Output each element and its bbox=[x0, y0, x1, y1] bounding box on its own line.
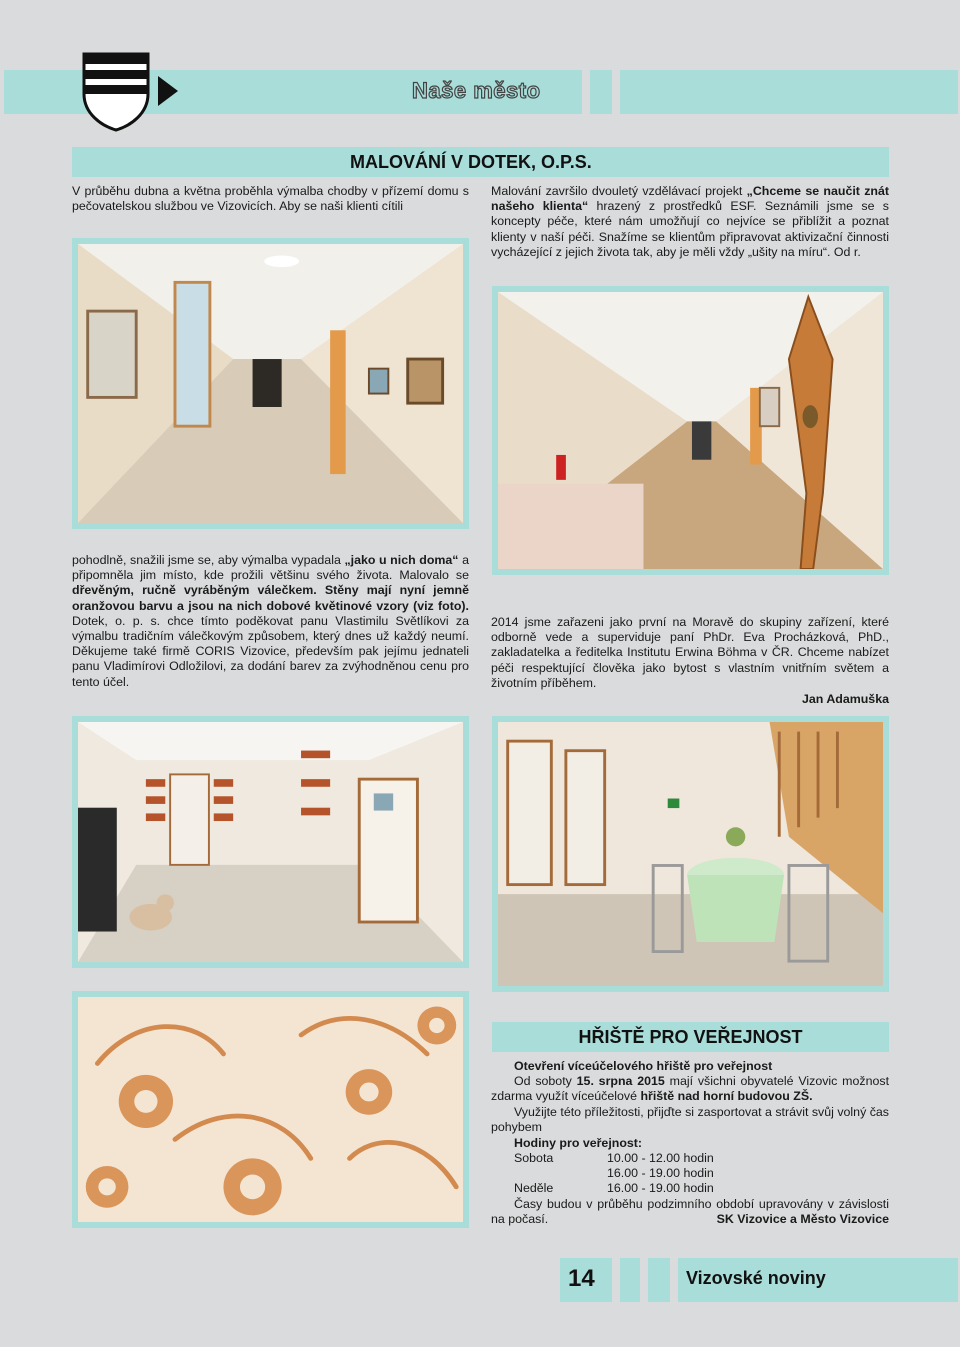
section-title: Naše město bbox=[412, 78, 541, 103]
hours-row: Sobota 10.00 - 12.00 hodin bbox=[514, 1151, 714, 1165]
photo-corridor-windows bbox=[72, 238, 469, 529]
article-author: Jan Adamuška bbox=[801, 692, 889, 706]
article-title: MALOVÁNÍ V DOTEK, O.P.S. bbox=[350, 152, 592, 172]
article2-subtitle: Otevření víceúčelového hřiště pro veřejnost bbox=[514, 1059, 773, 1073]
article2-paragraph-1: Od soboty 15. srpna 2015 mají všichni obyvatelé Vizovic možnost zdarma využít víceúčelové hřiště nad horní budovou ZŠ. bbox=[491, 1074, 890, 1104]
article-paragraph-2: Malování završilo dvouletý vzdělávací projekt „Chceme se naučit znát našeho klienta“ hrazený z prostředků ESF. Seznámili jsme se s koncepty péče, které nám umožňují co nejvíce se přiblížit a poznat klienty v naší péči. Snažíme se klientům připravovat aktivizační činnosti vycházející z jejich života tak, aby je měli vždy „ušity na míru“. Od r. bbox=[491, 184, 889, 259]
page-number: 14 bbox=[568, 1265, 595, 1292]
footer-stripe-1 bbox=[620, 1258, 640, 1302]
article2-signature: SK Vizovice a Město Vizovice bbox=[716, 1212, 889, 1226]
photo-hall-dog bbox=[72, 716, 469, 968]
hours-row: 16.00 - 19.00 hodin bbox=[607, 1166, 714, 1181]
photo-corridor-ornament bbox=[492, 286, 889, 575]
hours-table bbox=[514, 1151, 814, 1197]
article-paragraph-3: pohodlně, snažili jsme se, aby výmalba vypadala „jako u nich doma“ a připomněla jim místo, kde prožili většinu svého života. Malovalo se dřevěným, ručně vyráběným válečkem. Stěny mají nyní jemně oranžovou barvu a jsou na nich dobové květinové vzory (viz foto). Dotek, o. p. s. chce tímto poděkovat panu Vlastimilu Světlíkovi za výmalbu tradičním válečkovým způsobem, který dnes už každý neumí. Děkujeme také firmě CORIS Vizovice, především pak jejímu jednateli panu Vladimírovi Odložilovi, za dodání barev za zvýhodněnou cenu pro tento účel. bbox=[72, 553, 469, 689]
footer-stripe-2 bbox=[648, 1258, 670, 1302]
article-paragraph-4: 2014 jsme zařazeni jako první na Moravě do skupiny zařízení, které odborně vede a superviduje paní PhDr. Eva Procházková, PhD., zakladatelka a ředitelka Institutu Erwina Böhma v ČR. Chceme nabízet péči respektující člověka jako bytost s vlastním vnitřním světem a životním příběhem. bbox=[491, 615, 889, 690]
hours-label: Hodiny pro veřejnost: bbox=[514, 1136, 643, 1150]
publication-name: Vizovské noviny bbox=[686, 1268, 826, 1288]
hours-row: Neděle 16.00 - 19.00 hodin bbox=[514, 1181, 714, 1196]
photo-wall-pattern bbox=[72, 991, 469, 1228]
header-band-stripe-1 bbox=[590, 70, 612, 114]
article-paragraph-1: V průběhu dubna a května proběhla výmalba chodby v přízemí domu s pečovatelskou službou ve Vizovicích. Aby se naši klienti cítili bbox=[72, 184, 469, 214]
article2-closing: Časy budou v průběhu podzimního období upravovány v závislosti na počasí. bbox=[491, 1197, 889, 1227]
town-coat-of-arms bbox=[80, 50, 152, 132]
photo-table-chairs bbox=[492, 716, 889, 992]
arrow-right-icon bbox=[158, 76, 178, 106]
article2-paragraph-2: Využijte této příležitosti, přijďte si zasportovat a strávit svůj volný čas pohybem bbox=[491, 1105, 889, 1135]
article2-title: HŘIŠTĚ PRO VEŘEJNOST bbox=[578, 1027, 803, 1047]
header-band-stripe-2 bbox=[620, 70, 958, 114]
